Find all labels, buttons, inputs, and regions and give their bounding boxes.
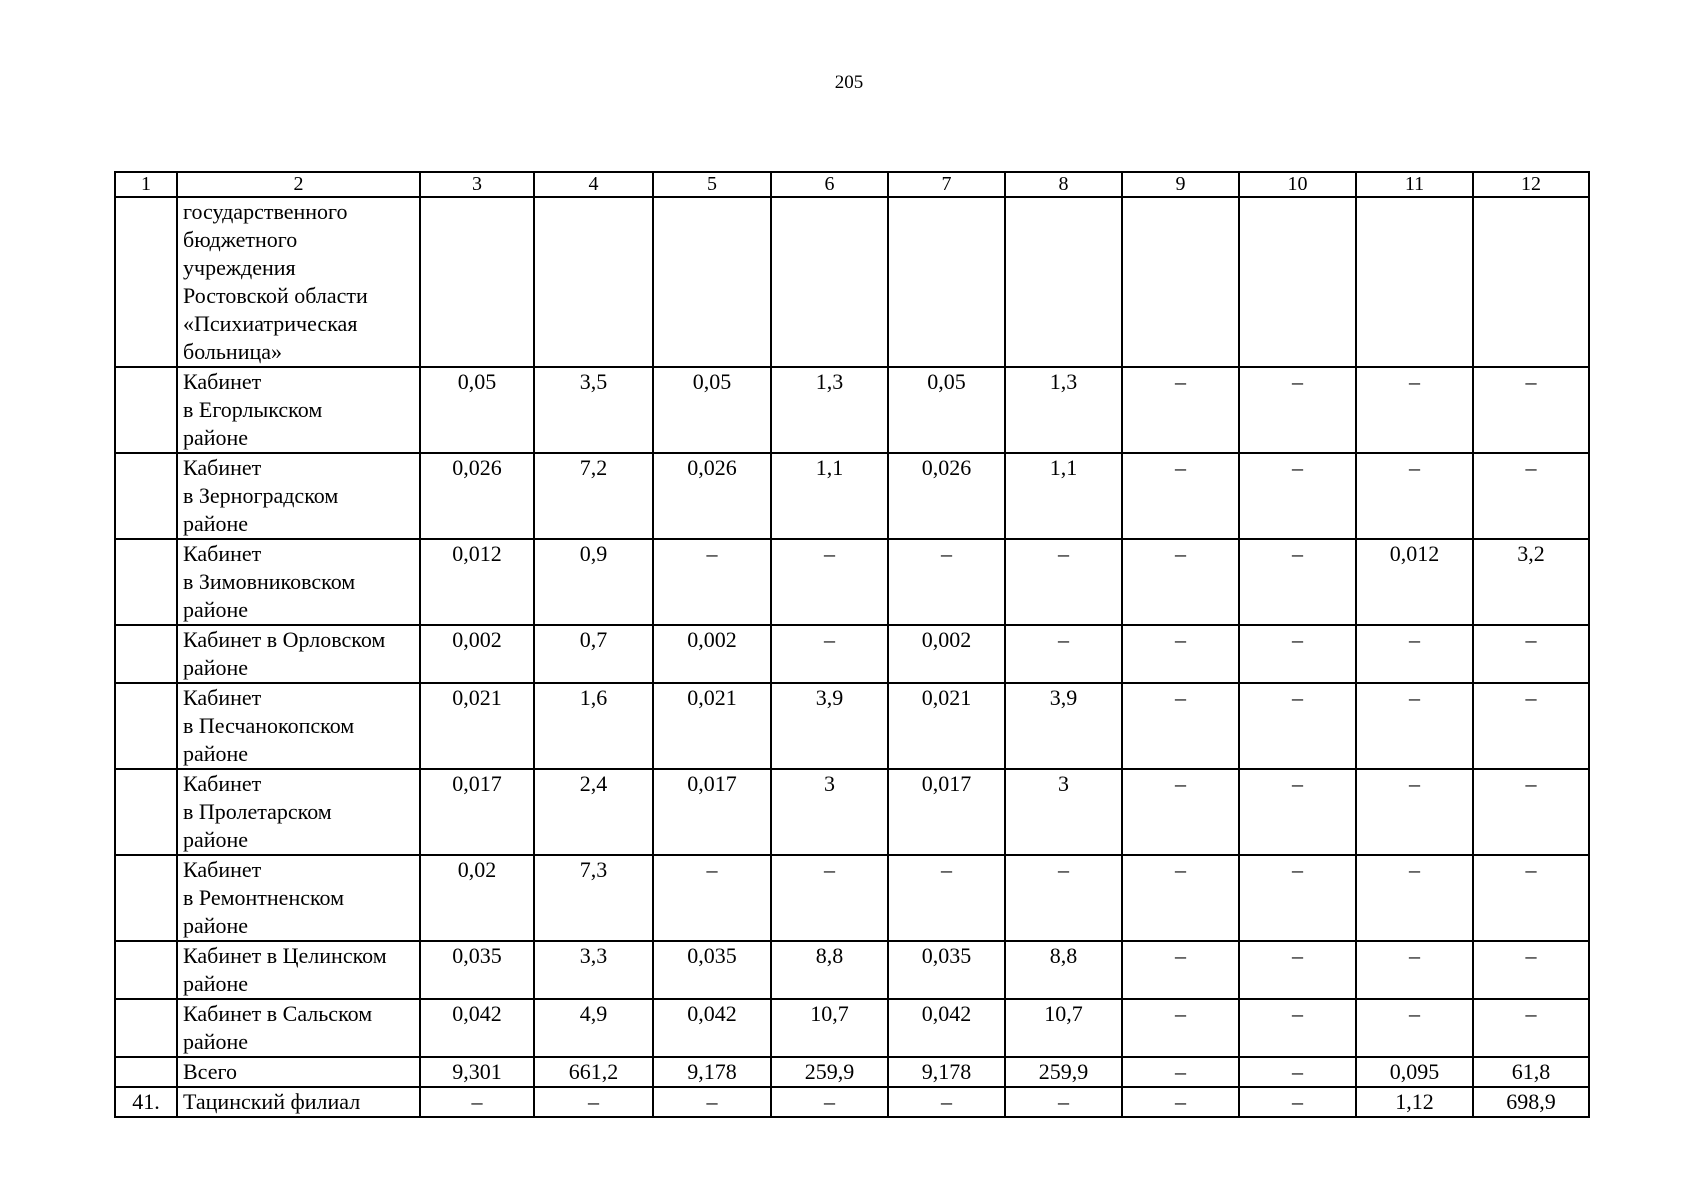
row-number-cell: [115, 1057, 177, 1087]
value-cell: –: [653, 855, 771, 941]
value-cell: 10,7: [1005, 999, 1122, 1057]
row-number-cell: [115, 453, 177, 539]
value-cell: 0,035: [653, 941, 771, 999]
column-number-header: 11: [1356, 172, 1473, 197]
value-cell: –: [1122, 941, 1239, 999]
value-cell: [1122, 197, 1239, 367]
value-cell: 0,002: [653, 625, 771, 683]
value-cell: 0,05: [653, 367, 771, 453]
table-row: [115, 1057, 1589, 1087]
value-cell: –: [888, 1087, 1005, 1117]
value-cell: 7,3: [534, 855, 653, 941]
value-cell: 661,2: [534, 1057, 653, 1087]
value-cell: –: [653, 539, 771, 625]
value-cell: 0,021: [653, 683, 771, 769]
row-name-cell: Кабинет в Ремонтненском районе: [177, 855, 420, 941]
value-cell: [771, 197, 888, 367]
value-cell: –: [1239, 1057, 1356, 1087]
row-name-cell: государственного бюджетного учреждения Ростовской области «Психиатрическая больница»: [177, 197, 420, 367]
value-cell: –: [1239, 683, 1356, 769]
value-cell: –: [1473, 855, 1589, 941]
value-cell: 3,5: [534, 367, 653, 453]
value-cell: 0,017: [420, 769, 534, 855]
value-cell: 0,012: [420, 539, 534, 625]
value-cell: –: [1473, 683, 1589, 769]
value-cell: –: [1005, 539, 1122, 625]
row-number-cell: 41.: [115, 1087, 177, 1117]
value-cell: –: [1356, 367, 1473, 453]
value-cell: –: [1239, 855, 1356, 941]
value-cell: 0,095: [1356, 1057, 1473, 1087]
value-cell: 3,9: [771, 683, 888, 769]
value-cell: –: [1356, 625, 1473, 683]
value-cell: –: [1473, 769, 1589, 855]
value-cell: 3,3: [534, 941, 653, 999]
value-cell: 0,035: [420, 941, 534, 999]
value-cell: 9,178: [653, 1057, 771, 1087]
value-cell: 0,021: [420, 683, 534, 769]
value-cell: 0,017: [653, 769, 771, 855]
table-row: [115, 941, 1589, 999]
value-cell: –: [771, 625, 888, 683]
row-name-cell: Тацинский филиал: [177, 1087, 420, 1117]
value-cell: –: [1122, 453, 1239, 539]
value-cell: 0,9: [534, 539, 653, 625]
value-cell: 7,2: [534, 453, 653, 539]
value-cell: 0,026: [420, 453, 534, 539]
value-cell: –: [1356, 999, 1473, 1057]
row-name-cell: Всего: [177, 1057, 420, 1087]
value-cell: –: [1239, 1087, 1356, 1117]
value-cell: –: [1239, 453, 1356, 539]
value-cell: –: [1122, 769, 1239, 855]
column-number-header: 1: [115, 172, 177, 197]
value-cell: –: [1473, 941, 1589, 999]
row-name-cell: Кабинет в Пролетарском районе: [177, 769, 420, 855]
row-number-cell: [115, 941, 177, 999]
value-cell: –: [1122, 1087, 1239, 1117]
row-name-cell: Кабинет в Зерноградском районе: [177, 453, 420, 539]
value-cell: 1,6: [534, 683, 653, 769]
column-number-header: 9: [1122, 172, 1239, 197]
table-row: [115, 539, 1589, 625]
value-cell: 0,02: [420, 855, 534, 941]
value-cell: [1356, 197, 1473, 367]
value-cell: –: [1356, 769, 1473, 855]
value-cell: –: [534, 1087, 653, 1117]
column-number-header: 4: [534, 172, 653, 197]
value-cell: 0,002: [420, 625, 534, 683]
value-cell: 10,7: [771, 999, 888, 1057]
value-cell: 0,042: [653, 999, 771, 1057]
value-cell: –: [1356, 941, 1473, 999]
table-row: [115, 197, 1589, 367]
value-cell: –: [1005, 855, 1122, 941]
row-name-cell: Кабинет в Песчанокопском районе: [177, 683, 420, 769]
row-name-cell: Кабинет в Зимовниковском районе: [177, 539, 420, 625]
value-cell: [534, 197, 653, 367]
value-cell: 8,8: [1005, 941, 1122, 999]
value-cell: –: [1239, 539, 1356, 625]
row-number-cell: [115, 683, 177, 769]
value-cell: –: [1356, 855, 1473, 941]
table-row: [115, 683, 1589, 769]
value-cell: [420, 197, 534, 367]
row-number-cell: [115, 769, 177, 855]
column-number-header: 2: [177, 172, 420, 197]
value-cell: –: [1473, 453, 1589, 539]
column-number-header: 7: [888, 172, 1005, 197]
page-number: 205: [834, 72, 864, 93]
row-number-cell: [115, 999, 177, 1057]
value-cell: –: [771, 1087, 888, 1117]
value-cell: –: [1122, 855, 1239, 941]
value-cell: –: [1356, 683, 1473, 769]
value-cell: 9,301: [420, 1057, 534, 1087]
table-header-row: [115, 172, 1589, 197]
value-cell: 0,7: [534, 625, 653, 683]
value-cell: [653, 197, 771, 367]
value-cell: –: [1122, 539, 1239, 625]
value-cell: 1,12: [1356, 1087, 1473, 1117]
row-name-cell: Кабинет в Целинском районе: [177, 941, 420, 999]
value-cell: 3,9: [1005, 683, 1122, 769]
value-cell: 9,178: [888, 1057, 1005, 1087]
value-cell: 259,9: [1005, 1057, 1122, 1087]
row-name-cell: Кабинет в Егорлыкском районе: [177, 367, 420, 453]
value-cell: –: [1005, 625, 1122, 683]
value-cell: –: [1122, 625, 1239, 683]
value-cell: –: [1239, 941, 1356, 999]
value-cell: –: [1356, 453, 1473, 539]
column-number-header: 12: [1473, 172, 1589, 197]
table-row: [115, 453, 1589, 539]
value-cell: 2,4: [534, 769, 653, 855]
value-cell: –: [1122, 999, 1239, 1057]
value-cell: –: [1473, 625, 1589, 683]
value-cell: –: [1122, 683, 1239, 769]
table-row: [115, 367, 1589, 453]
row-number-cell: [115, 625, 177, 683]
value-cell: –: [1239, 999, 1356, 1057]
value-cell: [888, 197, 1005, 367]
row-name-cell: Кабинет в Сальском районе: [177, 999, 420, 1057]
row-number-cell: [115, 855, 177, 941]
value-cell: 0,017: [888, 769, 1005, 855]
value-cell: 3: [771, 769, 888, 855]
table-row: [115, 999, 1589, 1057]
value-cell: 0,002: [888, 625, 1005, 683]
table-row: [115, 855, 1589, 941]
value-cell: –: [1473, 999, 1589, 1057]
value-cell: 259,9: [771, 1057, 888, 1087]
value-cell: 1,3: [1005, 367, 1122, 453]
data-table: [114, 171, 1590, 1118]
row-number-cell: [115, 367, 177, 453]
value-cell: 698,9: [1473, 1087, 1589, 1117]
value-cell: –: [1239, 625, 1356, 683]
table-row: [115, 1087, 1589, 1117]
value-cell: –: [1122, 1057, 1239, 1087]
value-cell: 0,042: [888, 999, 1005, 1057]
value-cell: –: [1473, 367, 1589, 453]
value-cell: –: [888, 855, 1005, 941]
row-number-cell: [115, 197, 177, 367]
value-cell: 1,1: [771, 453, 888, 539]
value-cell: –: [1005, 1087, 1122, 1117]
value-cell: 0,021: [888, 683, 1005, 769]
value-cell: 0,05: [888, 367, 1005, 453]
value-cell: –: [1122, 367, 1239, 453]
value-cell: 0,042: [420, 999, 534, 1057]
table-row: [115, 625, 1589, 683]
value-cell: –: [771, 855, 888, 941]
row-name-cell: Кабинет в Орловском районе: [177, 625, 420, 683]
column-number-header: 3: [420, 172, 534, 197]
value-cell: [1005, 197, 1122, 367]
value-cell: 4,9: [534, 999, 653, 1057]
value-cell: 0,012: [1356, 539, 1473, 625]
value-cell: 0,035: [888, 941, 1005, 999]
value-cell: 3: [1005, 769, 1122, 855]
value-cell: 3,2: [1473, 539, 1589, 625]
value-cell: 0,05: [420, 367, 534, 453]
value-cell: 61,8: [1473, 1057, 1589, 1087]
column-number-header: 6: [771, 172, 888, 197]
value-cell: –: [771, 539, 888, 625]
column-number-header: 5: [653, 172, 771, 197]
value-cell: –: [888, 539, 1005, 625]
column-number-header: 8: [1005, 172, 1122, 197]
value-cell: 1,1: [1005, 453, 1122, 539]
value-cell: –: [1239, 367, 1356, 453]
value-cell: 1,3: [771, 367, 888, 453]
value-cell: –: [653, 1087, 771, 1117]
value-cell: 8,8: [771, 941, 888, 999]
value-cell: –: [420, 1087, 534, 1117]
row-number-cell: [115, 539, 177, 625]
column-number-header: 10: [1239, 172, 1356, 197]
value-cell: –: [1239, 769, 1356, 855]
value-cell: 0,026: [653, 453, 771, 539]
value-cell: 0,026: [888, 453, 1005, 539]
value-cell: [1473, 197, 1589, 367]
value-cell: [1239, 197, 1356, 367]
table-row: [115, 769, 1589, 855]
